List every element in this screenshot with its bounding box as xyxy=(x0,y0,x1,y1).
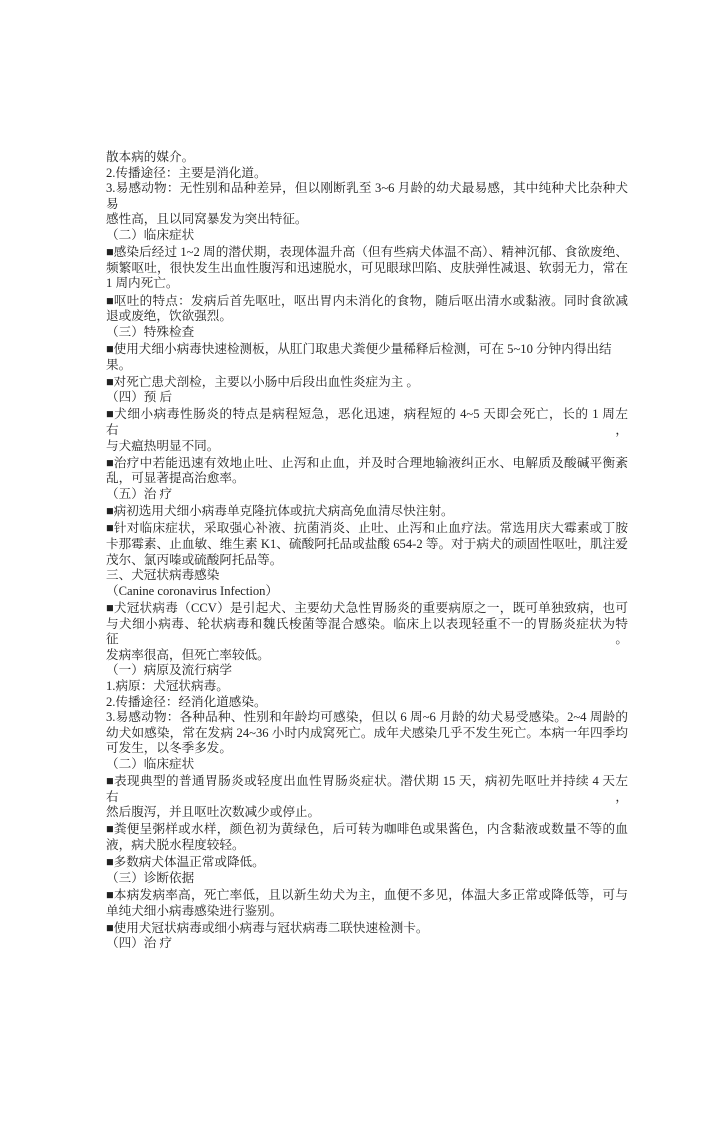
text-line: ■粪便呈粥样或水样，颜色初为黄绿色，后可转为咖啡色或果酱色，内含黏液或数量不等的血 xyxy=(106,822,628,837)
text-line: 退或废绝，饮欲强烈。 xyxy=(106,309,232,324)
text-line: 然后腹泻，并且呕吐次数减少或停止。 xyxy=(106,805,321,820)
bullet-paragraph xyxy=(106,774,628,821)
document-body xyxy=(106,150,628,952)
bullet-paragraph xyxy=(106,888,628,919)
text-line: （三）特殊检查 xyxy=(106,324,195,339)
text-line: ■本病发病率高，死亡率低，且以新生幼犬为主，血便不多见，体温大多正常或降低等，可与 xyxy=(106,888,628,903)
text-line: ■犬细小病毒性肠炎的特点是病程短急，恶化迅速，病程短的 4~5 天即会死亡，长的 1 周左右， xyxy=(106,407,628,438)
bullet-paragraph xyxy=(106,601,628,663)
text-line: ■使用犬冠状病毒或细小病毒与冠状病毒二联快速检测卡。 xyxy=(106,920,429,935)
text-line: 频繁呕吐，很快发生出血性腹泻和迅速脱水，可见眼球凹陷、皮肤弹性减退、软弱无力，常在 xyxy=(106,260,628,275)
bullet-paragraph xyxy=(106,245,628,292)
section-heading xyxy=(106,487,628,503)
text-line: 可发生，以冬季多发。 xyxy=(106,741,232,756)
section-heading xyxy=(106,871,628,887)
text-line: 1.病原：犬冠状病毒。 xyxy=(106,678,229,693)
section-heading xyxy=(106,936,628,952)
text-line: ■多数病犬体温正常或降低。 xyxy=(106,855,265,870)
bullet-paragraph xyxy=(106,456,628,487)
text-line: ■表现典型的普通胃肠炎或轻度出血性胃肠炎症状。潜伏期 15 天，病初先呕吐并持续 4 天左右， xyxy=(106,774,628,804)
text-line: ■治疗中若能迅速有效地止吐、止泻和止血，并及时合理地输液纠正水、电解质及酸碱平衡紊 xyxy=(106,455,628,470)
text-line: 感性高，且以同窝暴发为突出特征。 xyxy=(106,212,308,227)
text-line: ■感染后经过 1~2 周的潜伏期，表现体温升高（但有些病犬体温不高）、精神沉郁、食欲废绝、 xyxy=(106,245,628,260)
section-heading xyxy=(106,390,628,406)
paragraph xyxy=(106,181,628,228)
paragraph xyxy=(106,166,628,182)
text-line: （四）预 后 xyxy=(106,390,173,405)
text-line: 散本病的媒介。 xyxy=(106,150,195,164)
text-line: 卡那霉素、止血敏、维生素 K1、硫酸阿托品或盐酸 654-2 等。对于病犬的顽固性呕吐，肌注爱 xyxy=(106,537,628,551)
text-line: ■使用犬细小病毒快速检测板，从肛门取患犬粪便少量稀释后检测，可在 5~10 分钟内得出结果。 xyxy=(106,341,612,372)
bullet-paragraph xyxy=(106,407,628,454)
text-line: ■犬冠状病毒（CCV）是引起犬、主要幼犬急性胃肠炎的重要病原之一，既可单独致病，也可 xyxy=(106,600,628,615)
section-heading xyxy=(106,568,628,584)
bullet-paragraph xyxy=(106,521,628,568)
section-heading xyxy=(106,228,628,244)
bullet-paragraph xyxy=(106,504,628,520)
text-line: 2.传播途径：经消化道感染。 xyxy=(106,694,267,709)
text-line: 三、犬冠状病毒感染 xyxy=(106,568,220,583)
text-line: ■病初选用犬细小病毒单克隆抗体或抗犬病高免血清尽快注射。 xyxy=(106,504,454,519)
text-line: 幼犬如感染，常在发病 24~36 小时内成窝死亡。成年犬感染几乎不发生死亡。本病一年四季均 xyxy=(106,725,628,740)
text-line: 与犬瘟热明显不同。 xyxy=(106,438,220,453)
text-line: 乱，可显著提高治愈率。 xyxy=(106,471,245,486)
bullet-paragraph xyxy=(106,855,628,871)
text-line: ■针对临床症状，采取强心补液、抗菌消炎、止吐、止泻和止血疗法。常选用庆大霉素或丁胺 xyxy=(106,521,628,536)
bullet-paragraph xyxy=(106,294,628,325)
text-line: （一）病原及流行病学 xyxy=(106,663,232,678)
text-line: 1 周内死亡。 xyxy=(106,276,179,291)
section-heading xyxy=(106,663,628,679)
text-line: （Canine coronavirus Infection） xyxy=(106,583,279,598)
section-heading xyxy=(106,325,628,341)
paragraph xyxy=(106,150,628,166)
bullet-paragraph xyxy=(106,822,628,853)
bullet-paragraph xyxy=(106,342,628,373)
text-line: ■对死亡患犬剖检，主要以小肠中后段出血性炎症为主 。 xyxy=(106,374,420,389)
text-line: 与犬细小病毒、轮状病毒和魏氏梭菌等混合感染。临床上以表现轻重不一的胃肠炎症状为特征。 xyxy=(106,616,628,647)
text-line: （二）临床症状 xyxy=(106,227,195,242)
paragraph xyxy=(106,679,628,695)
text-line: 发病率很高，但死亡率较低。 xyxy=(106,647,270,662)
text-line: （五）治 疗 xyxy=(106,487,173,502)
bullet-paragraph xyxy=(106,375,628,391)
text-line: 单纯犬细小病毒感染进行鉴别。 xyxy=(106,903,283,918)
text-line: 液，病犬脱水程度较轻。 xyxy=(106,838,245,853)
text-line: （三）诊断依据 xyxy=(106,870,195,885)
text-line: ■呕吐的特点：发病后首先呕吐，呕出胃内未消化的食物，随后呕出清水或黏液。同时食欲减 xyxy=(106,293,628,308)
text-line: 2.传播途径：主要是消化道。 xyxy=(106,165,267,180)
text-line: 茂尔、氯丙嗪或硫酸阿托品等。 xyxy=(106,552,283,567)
section-heading xyxy=(106,584,628,600)
text-line: （四）治 疗 xyxy=(106,936,173,951)
text-line: 3.易感动物：无性别和品种差异，但以刚断乳至 3~6 月龄的幼犬最易感，其中纯种犬比杂种犬易 xyxy=(106,181,628,211)
section-heading xyxy=(106,757,628,773)
paragraph xyxy=(106,695,628,711)
bullet-paragraph xyxy=(106,921,628,937)
paragraph xyxy=(106,710,628,757)
text-line: （二）临床症状 xyxy=(106,756,195,771)
text-line: 3.易感动物：各种品种、性别和年龄均可感染，但以 6 周~6 月龄的幼犬易受感染。2~4 周龄的 xyxy=(106,710,628,725)
